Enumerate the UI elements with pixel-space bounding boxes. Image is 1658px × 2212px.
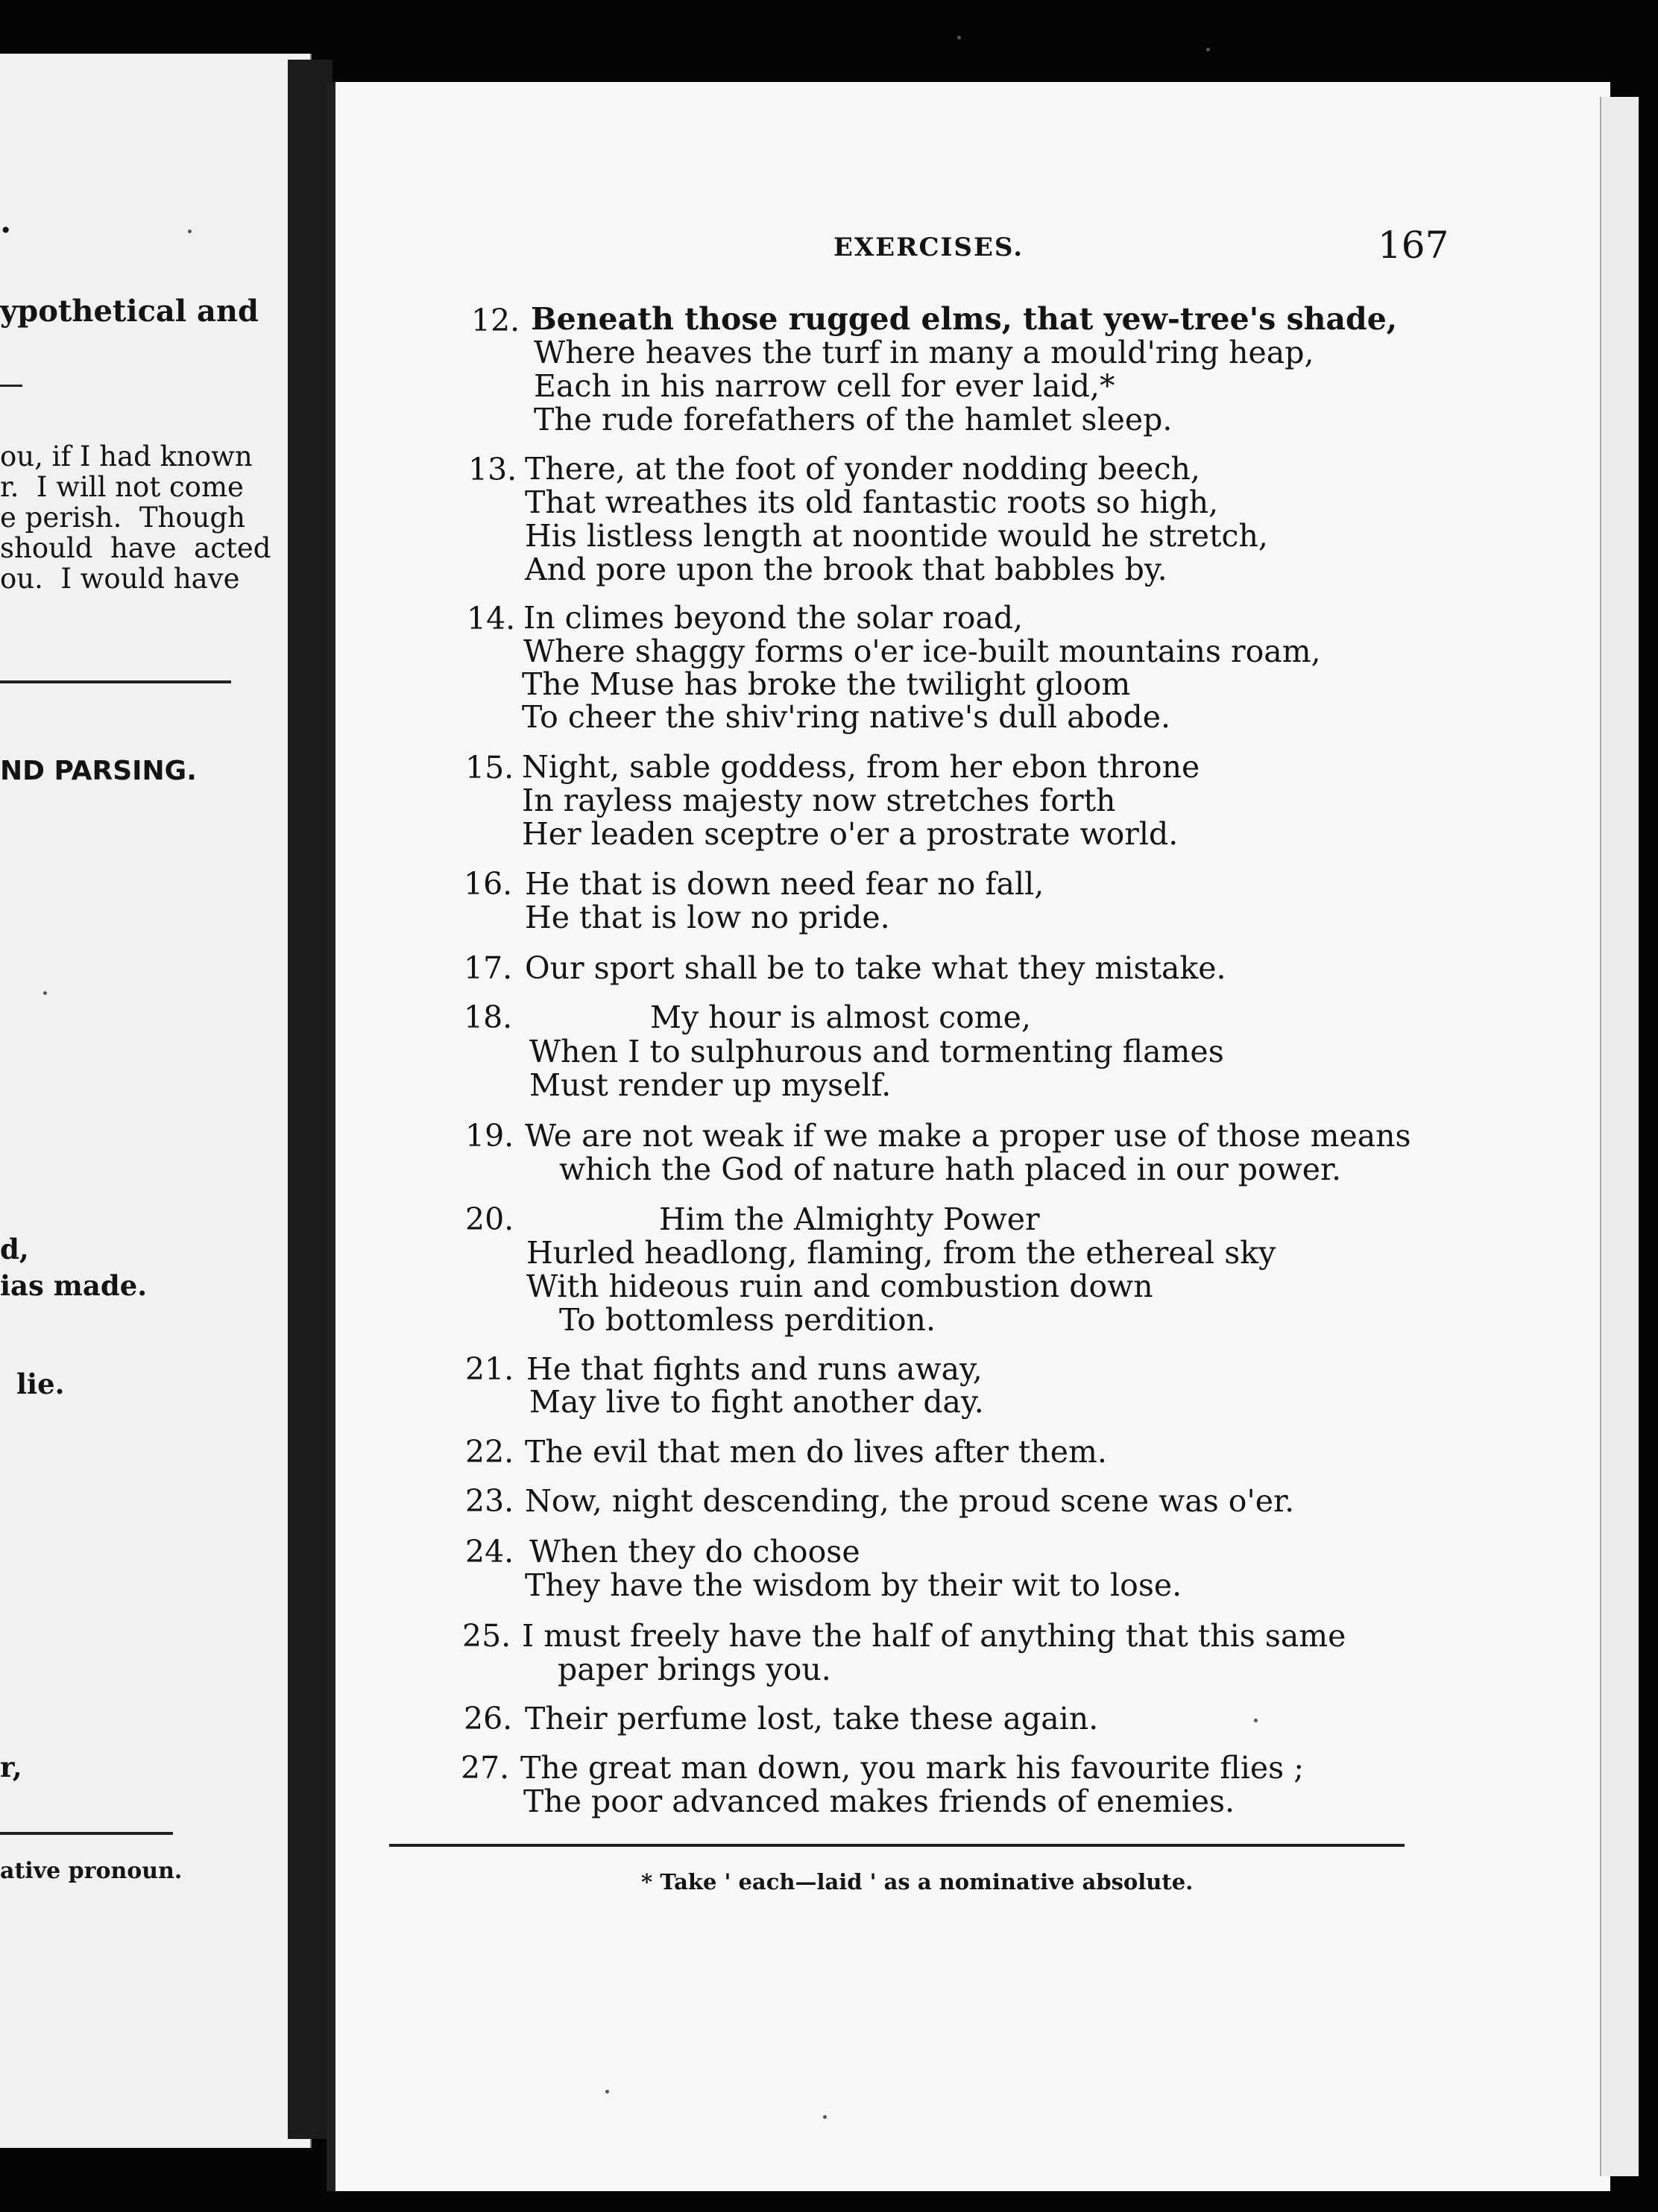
left-heading-fragment: ND PARSING. <box>0 756 197 786</box>
exercise-line: Night, sable goddess, from her ebon throne <box>522 749 1200 785</box>
exercise-line: Beneath those rugged elms, that yew-tree's shade, <box>531 301 1398 337</box>
exercise-line: They have the wisdom by their wit to lose. <box>525 1567 1182 1603</box>
exercise-line: Him the Almighty Power <box>659 1201 1040 1237</box>
left-text-fragment: ou. I would have <box>0 563 240 595</box>
exercise-number: 25. <box>462 1618 511 1654</box>
left-text-fragment: ou, if I had known <box>0 440 253 473</box>
speck <box>1254 1719 1258 1722</box>
left-text-fragment: should have acted <box>0 532 271 564</box>
exercise-line: The poor advanced makes friends of enemies. <box>523 1783 1235 1819</box>
exercise-number: 19. <box>465 1118 514 1154</box>
exercise-number: 12. <box>471 303 520 338</box>
left-text-fragment: lie. <box>16 1368 65 1400</box>
exercise-number: 13. <box>468 452 517 487</box>
exercise-number: 26. <box>464 1701 513 1737</box>
speck <box>823 2115 827 2119</box>
speck <box>605 2090 609 2094</box>
exercise-line: Each in his narrow cell for ever laid,* <box>534 368 1115 404</box>
exercise-line: My hour is almost come, <box>650 999 1031 1035</box>
footnote-rule <box>389 1844 1405 1847</box>
exercise-number: 22. <box>465 1434 514 1470</box>
exercise-line: The evil that men do lives after them. <box>525 1434 1107 1470</box>
left-text-fragment: e perish. Though <box>0 502 245 534</box>
exercise-line: There, at the foot of yonder nodding beech, <box>525 451 1200 487</box>
exercise-line: Their perfume lost, take these again. <box>525 1701 1099 1737</box>
exercise-number: 17. <box>464 950 513 986</box>
exercise-line: To cheer the shiv'ring native's dull abode. <box>522 699 1171 735</box>
exercise-line: In rayless majesty now stretches forth <box>522 783 1116 818</box>
speck <box>188 230 192 233</box>
left-footnote-rule <box>0 1832 173 1835</box>
speck <box>43 991 47 995</box>
left-text-fragment: r, <box>0 1751 22 1783</box>
exercise-number: 23. <box>465 1483 514 1519</box>
exercise-line: paper brings you. <box>558 1652 831 1687</box>
left-text-fragment: ypothetical and <box>0 294 259 329</box>
exercise-line: His listless length at noontide would he stretch, <box>525 518 1268 554</box>
exercise-number: 21. <box>465 1351 514 1387</box>
exercise-line: He that is down need fear no fall, <box>525 866 1044 902</box>
exercise-number: 14. <box>467 601 516 636</box>
exercise-number: 18. <box>464 999 513 1035</box>
left-text-fragment: ias made. <box>0 1269 148 1302</box>
running-header: EXERCISES. <box>833 233 1024 262</box>
exercise-line: Hurled headlong, flaming, from the ethereal sky <box>526 1235 1276 1271</box>
exercise-line: In climes beyond the solar road, <box>523 600 1024 636</box>
left-short-rule <box>0 385 22 387</box>
exercise-line: Must render up myself. <box>529 1067 892 1103</box>
exercise-line: Our sport shall be to take what they mistake. <box>525 950 1226 986</box>
exercise-line: I must freely have the half of anything that this same <box>522 1618 1346 1654</box>
exercise-number: 16. <box>464 866 513 902</box>
exercise-number: 27. <box>461 1750 510 1786</box>
footnote: * Take ' each—laid ' as a nominative absolute. <box>641 1869 1194 1895</box>
exercise-line: To bottomless perdition. <box>559 1302 936 1338</box>
left-footnote-fragment: ative pronoun. <box>0 1858 183 1884</box>
exercise-number: 24. <box>465 1534 514 1570</box>
exercise-line: Her leaden sceptre o'er a prostrate world. <box>522 816 1179 852</box>
book-gutter <box>288 60 332 2139</box>
exercise-number: 20. <box>465 1201 514 1237</box>
speck <box>957 36 961 40</box>
exercise-line: The rude forefathers of the hamlet sleep. <box>534 402 1173 437</box>
exercise-line: He that is low no pride. <box>525 900 890 935</box>
exercise-line: We are not weak if we make a proper use of those means <box>525 1118 1411 1154</box>
left-text-fragment: d, <box>0 1233 29 1265</box>
exercise-line: That wreathes its old fantastic roots so high, <box>525 484 1219 520</box>
exercise-line: Now, night descending, the proud scene was o'er. <box>525 1483 1295 1519</box>
exercise-line: The great man down, you mark his favourite flies ; <box>520 1750 1305 1786</box>
exercise-line: Where heaves the turf in many a mould'ring heap, <box>534 335 1314 370</box>
exercise-line: When they do choose <box>529 1534 860 1570</box>
page-edge <box>1600 97 1639 2176</box>
exercise-line: which the God of nature hath placed in our power. <box>559 1151 1342 1187</box>
left-text-fragment: . <box>0 203 12 241</box>
exercise-line: The Muse has broke the twilight gloom <box>522 666 1131 702</box>
exercise-line: With hideous ruin and combustion down <box>526 1268 1153 1304</box>
exercise-line: Where shaggy forms o'er ice-built mountains roam, <box>523 633 1321 669</box>
exercise-line: And pore upon the brook that babbles by. <box>525 552 1167 587</box>
left-rule <box>0 680 231 683</box>
exercise-line: May live to fight another day. <box>529 1384 984 1420</box>
exercise-line: When I to sulphurous and tormenting flames <box>529 1034 1224 1069</box>
speck <box>1206 48 1210 51</box>
exercise-line: He that fights and runs away, <box>526 1351 983 1387</box>
exercise-number: 15. <box>465 750 514 786</box>
page-number: 167 <box>1378 224 1449 267</box>
left-text-fragment: r. I will not come <box>0 471 244 503</box>
